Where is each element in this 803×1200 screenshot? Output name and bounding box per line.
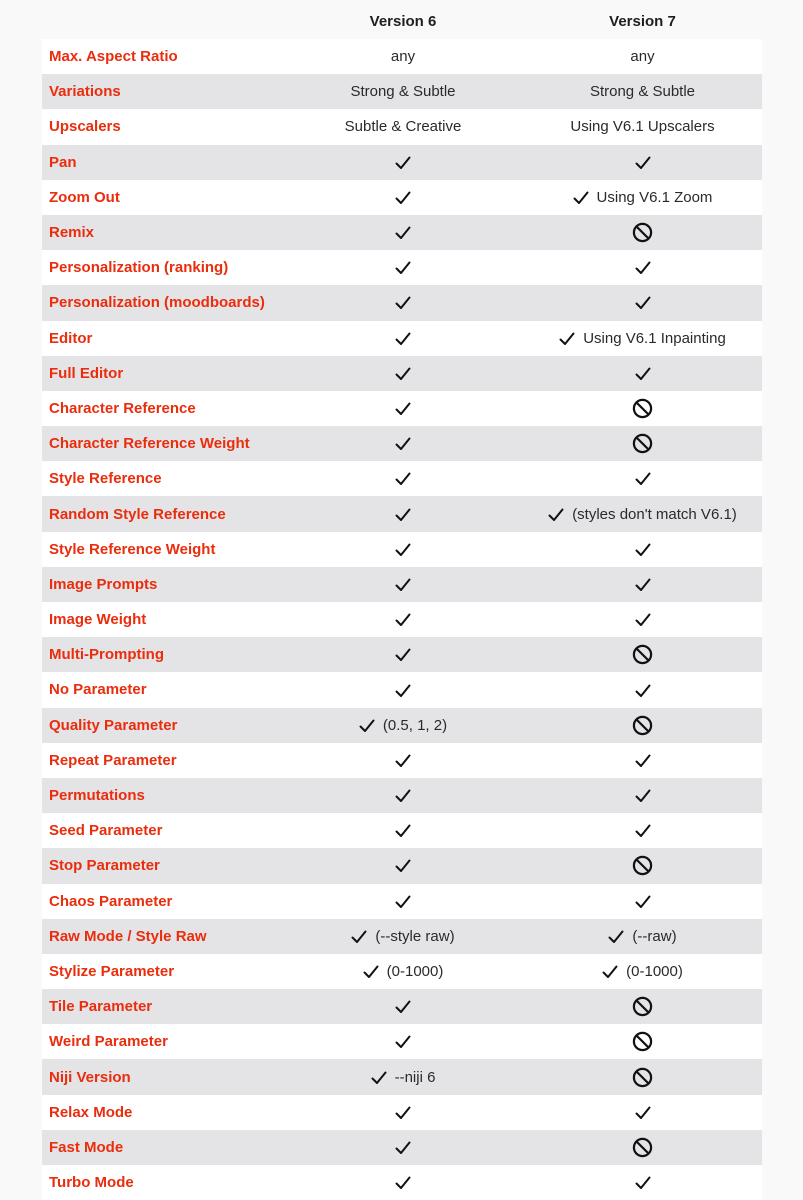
feature-label: Seed Parameter bbox=[49, 822, 163, 840]
version-7-cell bbox=[523, 822, 762, 839]
check-icon bbox=[395, 1106, 411, 1120]
cell-text: (--style raw) bbox=[375, 927, 455, 945]
table-row bbox=[42, 1165, 762, 1200]
version-6-cell bbox=[283, 1069, 523, 1086]
version-7-cell bbox=[523, 963, 762, 980]
feature-label: Pan bbox=[49, 153, 77, 171]
cell-text: Strong & Subtle bbox=[350, 83, 456, 101]
cell-text: (0.5, 1, 2) bbox=[382, 716, 448, 734]
check-icon bbox=[635, 472, 651, 486]
cell-text: (--raw) bbox=[632, 927, 677, 945]
version-6-cell bbox=[283, 294, 523, 311]
check-icon bbox=[608, 930, 624, 944]
version-6-cell bbox=[283, 1033, 523, 1050]
check-icon bbox=[395, 1141, 411, 1155]
check-icon bbox=[395, 613, 411, 627]
prohibited-icon bbox=[632, 1067, 653, 1088]
version-6-cell bbox=[283, 259, 523, 276]
prohibited-icon bbox=[632, 996, 653, 1017]
feature-label: Zoom Out bbox=[49, 188, 120, 206]
check-icon bbox=[395, 437, 411, 451]
version-6-cell bbox=[283, 857, 523, 874]
feature-label: Weird Parameter bbox=[49, 1033, 168, 1051]
table-row bbox=[42, 672, 762, 707]
feature-label: Personalization (ranking) bbox=[49, 259, 229, 277]
table-row bbox=[42, 496, 762, 531]
table-row bbox=[42, 1095, 762, 1130]
feature-label: Max. Aspect Ratio bbox=[49, 48, 178, 66]
check-icon bbox=[602, 965, 618, 979]
check-icon bbox=[351, 930, 367, 944]
version-6-cell bbox=[283, 118, 523, 135]
version-6-cell bbox=[283, 48, 523, 65]
feature-label: Stylize Parameter bbox=[49, 962, 175, 980]
check-icon bbox=[395, 684, 411, 698]
feature-label: Raw Mode / Style Raw bbox=[49, 927, 207, 945]
feature-label: Turbo Mode bbox=[49, 1174, 134, 1192]
table-row bbox=[42, 778, 762, 813]
version-7-cell bbox=[523, 893, 762, 910]
check-icon bbox=[395, 824, 411, 838]
table-row bbox=[42, 321, 762, 356]
version-7-cell bbox=[523, 1174, 762, 1191]
table-row bbox=[42, 250, 762, 285]
feature-label: Personalization (moodboards) bbox=[49, 294, 265, 312]
version-7-cell bbox=[523, 470, 762, 487]
table-row bbox=[42, 954, 762, 989]
table-row bbox=[42, 426, 762, 461]
feature-label: Remix bbox=[49, 224, 95, 242]
check-icon bbox=[395, 261, 411, 275]
version-6-cell bbox=[283, 541, 523, 558]
table-row bbox=[42, 1130, 762, 1165]
check-icon bbox=[548, 508, 564, 522]
check-icon bbox=[395, 543, 411, 557]
feature-label: Full Editor bbox=[49, 364, 124, 382]
table-row bbox=[42, 391, 762, 426]
cell-text: --niji 6 bbox=[394, 1068, 436, 1086]
version-6-cell bbox=[283, 822, 523, 839]
check-icon bbox=[635, 1106, 651, 1120]
version-7-cell bbox=[523, 154, 762, 171]
version-6-cell bbox=[283, 1104, 523, 1121]
feature-label: Style Reference Weight bbox=[49, 540, 216, 558]
table-row bbox=[42, 145, 762, 180]
check-icon bbox=[635, 543, 651, 557]
version-6-cell bbox=[283, 893, 523, 910]
version-6-cell bbox=[283, 928, 523, 945]
check-icon bbox=[635, 684, 651, 698]
version-7-cell bbox=[523, 259, 762, 276]
version-7-cell bbox=[523, 787, 762, 804]
cell-text: any bbox=[390, 48, 416, 66]
version-7-cell bbox=[523, 330, 762, 347]
table-row bbox=[42, 1059, 762, 1094]
check-icon bbox=[635, 296, 651, 310]
check-icon bbox=[635, 613, 651, 627]
table-row bbox=[42, 285, 762, 320]
feature-label: No Parameter bbox=[49, 681, 147, 699]
check-icon bbox=[359, 719, 375, 733]
version-6-cell bbox=[283, 681, 523, 698]
check-icon bbox=[635, 1176, 651, 1190]
table-row bbox=[42, 743, 762, 778]
check-icon bbox=[395, 402, 411, 416]
version-6-cell bbox=[283, 646, 523, 663]
check-icon bbox=[635, 895, 651, 909]
table-row bbox=[42, 461, 762, 496]
table-row bbox=[42, 532, 762, 567]
version-7-cell bbox=[523, 576, 762, 593]
check-icon bbox=[635, 156, 651, 170]
version-7-cell bbox=[523, 1031, 762, 1052]
version-7-cell bbox=[523, 996, 762, 1017]
prohibited-icon bbox=[632, 398, 653, 419]
version-6-cell bbox=[283, 1139, 523, 1156]
table-row bbox=[42, 602, 762, 637]
table-row bbox=[42, 848, 762, 883]
check-icon bbox=[395, 754, 411, 768]
table-body bbox=[42, 39, 762, 1200]
table-header bbox=[42, 4, 762, 39]
version-7-cell bbox=[523, 83, 762, 100]
version-6-cell bbox=[283, 963, 523, 980]
prohibited-icon bbox=[632, 1137, 653, 1158]
check-icon bbox=[395, 578, 411, 592]
version-7-cell bbox=[523, 681, 762, 698]
feature-label: Upscalers bbox=[49, 118, 121, 136]
version-6-cell bbox=[283, 576, 523, 593]
table-row bbox=[42, 74, 762, 109]
check-icon bbox=[635, 754, 651, 768]
cell-text: (0-1000) bbox=[386, 962, 444, 980]
table-row bbox=[42, 989, 762, 1024]
check-icon bbox=[395, 859, 411, 873]
prohibited-icon bbox=[632, 715, 653, 736]
cell-text: Subtle & Creative bbox=[344, 118, 462, 136]
version-6-cell bbox=[283, 154, 523, 171]
feature-label: Chaos Parameter bbox=[49, 892, 173, 910]
table-row bbox=[42, 919, 762, 954]
feature-label: Variations bbox=[49, 83, 121, 101]
version-7-cell bbox=[523, 189, 762, 206]
version-7-cell bbox=[523, 222, 762, 243]
table-row bbox=[42, 356, 762, 391]
check-icon bbox=[395, 1176, 411, 1190]
check-icon bbox=[395, 895, 411, 909]
version-6-cell bbox=[283, 1174, 523, 1191]
feature-label: Repeat Parameter bbox=[49, 751, 177, 769]
cell-text: Using V6.1 Upscalers bbox=[570, 118, 715, 136]
cell-text: Strong & Subtle bbox=[589, 83, 696, 101]
version-6-cell bbox=[283, 83, 523, 100]
check-icon bbox=[635, 261, 651, 275]
feature-label: Image Weight bbox=[49, 611, 147, 629]
cell-text: (0-1000) bbox=[626, 962, 683, 980]
cell-text: (styles don't match V6.1) bbox=[572, 505, 737, 523]
prohibited-icon bbox=[632, 433, 653, 454]
check-icon bbox=[635, 789, 651, 803]
version-6-cell bbox=[283, 506, 523, 523]
check-icon bbox=[635, 824, 651, 838]
table-row bbox=[42, 567, 762, 602]
check-icon bbox=[573, 191, 589, 205]
table-row bbox=[42, 215, 762, 250]
version-6-cell bbox=[283, 365, 523, 382]
prohibited-icon bbox=[632, 1031, 653, 1052]
version-6-cell bbox=[283, 998, 523, 1015]
check-icon bbox=[395, 332, 411, 346]
check-icon bbox=[363, 965, 379, 979]
cell-text: Using V6.1 Inpainting bbox=[583, 329, 726, 347]
table-row bbox=[42, 813, 762, 848]
version-6-cell bbox=[283, 611, 523, 628]
version-7-cell bbox=[523, 541, 762, 558]
feature-label: Image Prompts bbox=[49, 575, 158, 593]
feature-label: Fast Mode bbox=[49, 1138, 124, 1156]
feature-label: Relax Mode bbox=[49, 1103, 133, 1121]
prohibited-icon bbox=[632, 222, 653, 243]
version-7-cell bbox=[523, 48, 762, 65]
version-7-cell bbox=[523, 1137, 762, 1158]
version-6-cell bbox=[283, 224, 523, 241]
version-7-header: Version 7 bbox=[609, 13, 676, 30]
check-icon bbox=[395, 472, 411, 486]
check-icon bbox=[395, 296, 411, 310]
version-7-cell bbox=[523, 506, 762, 523]
check-icon bbox=[635, 367, 651, 381]
feature-label: Character Reference Weight bbox=[49, 435, 250, 453]
table-row bbox=[42, 39, 762, 74]
version-6-cell bbox=[283, 717, 523, 734]
version-7-cell bbox=[523, 1104, 762, 1121]
prohibited-icon bbox=[632, 855, 653, 876]
version-6-header: Version 6 bbox=[369, 13, 437, 30]
cell-text: any bbox=[630, 48, 655, 66]
version-6-cell bbox=[283, 435, 523, 452]
feature-label: Tile Parameter bbox=[49, 998, 153, 1016]
version-6-cell bbox=[283, 330, 523, 347]
feature-label: Character Reference bbox=[49, 399, 196, 417]
check-icon bbox=[395, 156, 411, 170]
version-7-cell bbox=[523, 715, 762, 736]
feature-label: Multi-Prompting bbox=[49, 646, 164, 664]
table-row bbox=[42, 1024, 762, 1059]
version-7-cell bbox=[523, 433, 762, 454]
version-7-cell bbox=[523, 118, 762, 135]
table-row bbox=[42, 637, 762, 672]
check-icon bbox=[395, 1035, 411, 1049]
table-row bbox=[42, 708, 762, 743]
version-7-cell bbox=[523, 398, 762, 419]
feature-label: Niji Version bbox=[49, 1068, 131, 1086]
version-6-cell bbox=[283, 752, 523, 769]
feature-label: Stop Parameter bbox=[49, 857, 160, 875]
table-row bbox=[42, 180, 762, 215]
feature-label: Random Style Reference bbox=[49, 505, 226, 523]
version-6-cell bbox=[283, 470, 523, 487]
check-icon bbox=[371, 1071, 387, 1085]
comparison-table bbox=[42, 4, 762, 1200]
version-7-cell bbox=[523, 611, 762, 628]
check-icon bbox=[559, 332, 575, 346]
version-7-cell bbox=[523, 644, 762, 665]
table-row bbox=[42, 109, 762, 144]
version-6-cell bbox=[283, 400, 523, 417]
check-icon bbox=[395, 367, 411, 381]
version-7-cell bbox=[523, 928, 762, 945]
version-6-cell bbox=[283, 189, 523, 206]
feature-label: Style Reference bbox=[49, 470, 162, 488]
feature-label: Quality Parameter bbox=[49, 716, 178, 734]
version-6-cell bbox=[283, 787, 523, 804]
version-7-cell bbox=[523, 1067, 762, 1088]
check-icon bbox=[395, 508, 411, 522]
version-7-cell bbox=[523, 365, 762, 382]
version-7-cell bbox=[523, 294, 762, 311]
check-icon bbox=[395, 789, 411, 803]
check-icon bbox=[395, 226, 411, 240]
check-icon bbox=[395, 191, 411, 205]
cell-text: Using V6.1 Zoom bbox=[596, 188, 713, 206]
check-icon bbox=[395, 648, 411, 662]
feature-label: Permutations bbox=[49, 787, 145, 805]
version-7-cell bbox=[523, 752, 762, 769]
version-7-cell bbox=[523, 855, 762, 876]
feature-label: Editor bbox=[49, 329, 93, 347]
check-icon bbox=[395, 1000, 411, 1014]
check-icon bbox=[635, 578, 651, 592]
prohibited-icon bbox=[632, 644, 653, 665]
table-row bbox=[42, 884, 762, 919]
